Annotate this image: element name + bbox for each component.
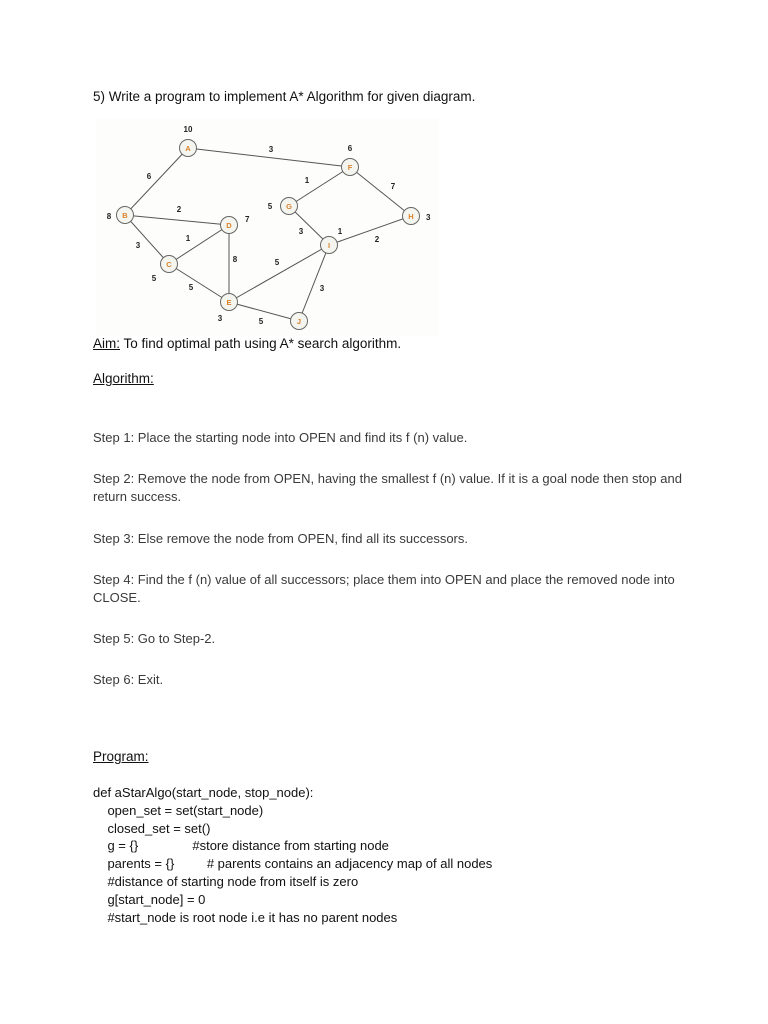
algorithm-step: Step 4: Find the f (n) value of all successors; place them into OPEN and place the removed node into CLOSE.	[93, 572, 675, 605]
node-letter: I	[327, 240, 331, 250]
node-letter: J	[296, 316, 302, 326]
code-line: parents = {} # parents contains an adjacency map of all nodes	[93, 856, 493, 872]
edge-cost-label: 2	[374, 235, 380, 244]
aim-text: To find optimal path using A* search algorithm.	[120, 336, 402, 351]
algorithm-step: Step 1: Place the starting node into OPEN and find its f (n) value.	[93, 430, 468, 445]
algorithm-step: Step 3: Else remove the node from OPEN, find all its successors.	[93, 531, 468, 546]
node-heuristic-label: 6	[347, 144, 353, 153]
code-line: def aStarAlgo(start_node, stop_node):	[93, 785, 314, 800]
edge-cost-label: 1	[185, 234, 191, 243]
node-heuristic-label: 3	[217, 314, 223, 323]
edge-cost-label: 1	[304, 176, 310, 185]
code-block	[93, 784, 492, 926]
algorithm-step: Step 2: Remove the node from OPEN, having the smallest f (n) value. If it is a goal node then stop and return success.	[93, 471, 682, 504]
graph-node-j	[291, 313, 308, 330]
code-line: g[start_node] = 0	[93, 891, 206, 907]
edge-cost-label: 3	[298, 227, 304, 236]
code-line: open_set = set(start_node)	[93, 802, 264, 818]
node-letter: H	[408, 211, 414, 221]
edge-cost-label: 6	[146, 172, 152, 181]
node-heuristic-label: 1	[337, 227, 343, 236]
graph-diagram	[96, 118, 438, 336]
node-letter: D	[226, 220, 232, 230]
node-heuristic-label: 5	[267, 202, 273, 211]
edge-cost-label: 5	[188, 283, 194, 292]
node-heuristic-label: 3	[426, 213, 431, 222]
algorithm-heading: Algorithm:	[93, 371, 154, 386]
node-letter: C	[166, 259, 172, 269]
node-letter: F	[347, 162, 353, 172]
aim-line	[93, 336, 401, 351]
edge-cost-label: 7	[390, 182, 396, 191]
code-line: #start_node is root node i.e it has no parent nodes	[93, 909, 398, 925]
edge-cost-label: 3	[135, 241, 141, 250]
node-letter: B	[122, 210, 128, 220]
edge-cost-label: 2	[176, 205, 182, 214]
node-letter: E	[226, 297, 232, 307]
algorithm-step: Step 5: Go to Step-2.	[93, 631, 216, 646]
edge-cost-label: 5	[274, 258, 280, 267]
edge-cost-label: 5	[258, 317, 264, 326]
node-letter: A	[185, 143, 191, 153]
node-heuristic-label: 5	[151, 274, 157, 283]
diagram-background	[96, 118, 438, 336]
aim-label: Aim:	[93, 336, 120, 351]
question-text: 5) Write a program to implement A* Algorithm for given diagram.	[93, 89, 476, 104]
program-heading: Program:	[93, 749, 149, 764]
node-heuristic-label: 8	[106, 212, 112, 221]
code-line: closed_set = set()	[93, 820, 211, 836]
edge-cost-label: 3	[268, 145, 274, 154]
code-line: g = {} #store distance from starting node	[93, 838, 389, 854]
edge-cost-label: 8	[232, 255, 238, 264]
node-heuristic-label: 7	[245, 215, 250, 224]
algorithm-step: Step 6: Exit.	[93, 672, 164, 687]
node-letter: G	[286, 201, 292, 211]
edge-cost-label: 3	[319, 284, 325, 293]
node-heuristic-label: 10	[183, 125, 193, 134]
code-line: #distance of starting node from itself is zero	[93, 873, 359, 889]
